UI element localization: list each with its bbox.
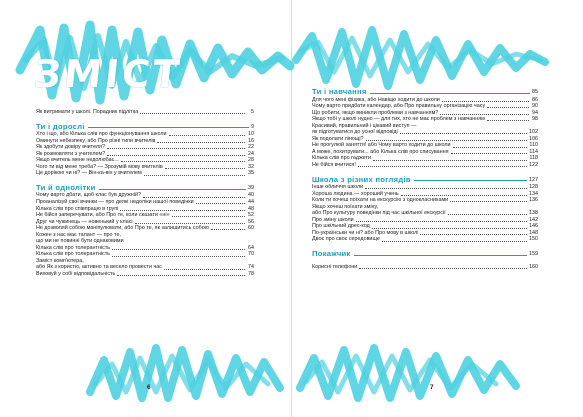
entry-title: Якщо тобі у школі нудно — для тих, хто не має проблем з навчанням (312, 116, 485, 123)
entry-title: По-українськи чи ні? або Про мову в школі (312, 229, 419, 236)
dot-leader (120, 210, 245, 211)
section-title: Ти і дорослі (36, 121, 85, 131)
entry-page: 128 (529, 184, 538, 191)
entry-page: 136 (529, 197, 538, 204)
entry-title: Хто і що, або Кілька слів про функціонування школи (36, 131, 167, 138)
section-heading[interactable] (36, 182, 254, 192)
dot-leader (359, 268, 527, 269)
entry-page: 35 (248, 170, 254, 177)
dot-leader (196, 203, 245, 204)
entry-page: 44 (248, 199, 254, 206)
section-page: 9 (251, 123, 254, 130)
section-heading[interactable] (312, 174, 538, 184)
entry-title: А може, похитрувати... або Кілька слів про списування (312, 148, 449, 155)
dot-leader (401, 195, 527, 196)
entry-title: Що робити, якщо виникли проблеми з навчанням? (312, 109, 439, 116)
dot-leader (157, 142, 245, 143)
dot-leader (358, 166, 527, 167)
dot-leader (372, 228, 527, 229)
entry-title: Кілька слів про гаджети (312, 155, 371, 162)
entry-page: 150 (529, 236, 538, 243)
entry-title: Кілька слів про співпрацю в групі (36, 205, 119, 212)
entry-page: 134 (529, 190, 538, 197)
entry-title: Хороша людина — хороший учень (312, 190, 399, 197)
dot-leader (211, 229, 245, 230)
entry-page: 40 (248, 192, 254, 199)
entry-page: 28 (248, 157, 254, 164)
dot-leader (117, 275, 245, 276)
dot-leader (373, 160, 527, 161)
dot-leader (448, 214, 527, 215)
entry-title: або Як з користю, активно та весело провести час (36, 264, 162, 271)
entry-page: 160 (529, 263, 538, 270)
entry-page: 98 (532, 116, 538, 123)
toc-left-column (36, 109, 254, 278)
entry-page: 118 (529, 155, 538, 162)
entry-title: Кілька слів про толерантність (36, 251, 111, 258)
section-page: 127 (529, 176, 538, 183)
dot-leader (487, 107, 529, 108)
entry-title: Не бійся вчитися! (312, 162, 356, 169)
section-title: Школа з різних поглядів (312, 174, 411, 184)
entry-page: 22 (248, 144, 254, 151)
entry-title: Якщо вчитель мене недолюбає... (36, 157, 119, 164)
entry-page: 24 (248, 150, 254, 157)
entry-title: як підготуватися до усної відповіді (312, 129, 398, 136)
section-heading[interactable] (312, 251, 538, 258)
page-number-right: 7 (430, 384, 434, 391)
entry-page: 5 (251, 109, 254, 115)
entry-page: 106 (529, 135, 538, 142)
entry-title: Про шкільний дрес-код (312, 223, 370, 230)
entry-page: 102 (529, 129, 538, 136)
dot-leader (107, 148, 245, 149)
entry-page: 94 (532, 109, 538, 116)
entry-page: 52 (248, 212, 254, 219)
dot-leader (442, 101, 529, 102)
entry-page: 16 (248, 137, 254, 144)
dot-leader (169, 135, 245, 136)
entry-page: 86 (532, 96, 538, 103)
dot-leader (420, 234, 527, 235)
entry-page: 56 (248, 218, 254, 225)
entry-title: Коли ти хочеш поїхати на екскурсію з однокласниками (312, 197, 449, 204)
entry-page: 78 (248, 271, 254, 278)
dot-leader (112, 249, 245, 250)
entry-title: Для чого мені фізика, або Навіщо ходити до школи (312, 96, 440, 103)
entry-title: Як витримати у школі. Порадник підлітка (36, 109, 139, 115)
section-rule (414, 180, 527, 181)
dot-leader (440, 114, 529, 115)
entry-page: 70 (248, 251, 254, 258)
section-rule (99, 189, 246, 190)
dot-leader (450, 201, 527, 202)
dot-leader (140, 113, 245, 114)
toc-line[interactable]: Красивий, правильний і цікавий виступ — (312, 122, 417, 129)
dot-leader (365, 188, 527, 189)
entry-page: 138 (529, 210, 538, 217)
entry-title: Як розмовляти з учителем? (36, 150, 106, 157)
dot-leader (487, 120, 529, 121)
entry-title: Двоє про своє середовище (312, 236, 380, 243)
entry-title: Друг чи чужинець — новенький у класі (36, 218, 133, 225)
toc-right-column (312, 86, 538, 270)
entry-title: Корисні телефони (312, 263, 358, 270)
dot-leader (382, 241, 527, 242)
entry-page: 148 (529, 229, 538, 236)
section-heading[interactable] (312, 89, 538, 96)
entry-page: 114 (529, 148, 538, 155)
entry-page: 90 (532, 103, 538, 110)
dot-leader (121, 161, 245, 162)
entry-title: Оминути небезпеку, або Про різні типи вчителів (36, 137, 156, 144)
toc-entry[interactable] (312, 264, 538, 271)
section-page: 85 (532, 89, 538, 95)
section-heading[interactable] (36, 121, 254, 131)
entry-title: або Про культуру поведінки під час шкільної екскурсії (312, 210, 446, 217)
section-title: Покажчик (312, 249, 351, 259)
entry-page: 64 (248, 244, 254, 251)
entry-title: Проаналізуй свої вчинки — про деякі недоліки нашої поведінки (36, 199, 194, 206)
dot-leader (107, 155, 245, 156)
entry-page: 122 (529, 162, 538, 169)
toc-line[interactable]: Кожен з нас має талант — про те, (36, 231, 121, 238)
entry-title: Виховуй у собі відповідальність (36, 271, 116, 278)
section-page: 159 (529, 251, 538, 258)
entry-page: 74 (248, 264, 254, 271)
entry-page: 142 (529, 216, 538, 223)
toc-line[interactable]: Якщо хочеш поїхати зміну, (312, 203, 379, 210)
entry-title: Чого ти від мене треба? — Зрозумій мову вчителів (36, 163, 163, 170)
page-number-left: 6 (147, 384, 151, 391)
entry-title: Кілька слів про толерантність (36, 244, 111, 251)
entry-title: Чому варто придбати календар, або Про правильну організацію часу (312, 103, 486, 110)
dot-leader (400, 133, 527, 134)
dot-leader (165, 168, 245, 169)
entry-title: Як здобути довіру вчителя? (36, 144, 105, 151)
toc-entry[interactable] (36, 271, 254, 278)
section-page: 39 (248, 184, 254, 191)
entry-page: 32 (248, 163, 254, 170)
entry-title: Не дозволяй собою маніпулювати, або Про те, як залишитись собою (36, 225, 209, 232)
dot-leader (172, 216, 245, 217)
dot-leader (453, 147, 528, 148)
entry-title: Не бійся заперечувати, або Про те, коли сказати «ні» (36, 212, 170, 219)
section-rule (354, 255, 527, 256)
entry-title: Чому варто дбати, щоб клас був дружній? (36, 192, 141, 199)
entry-page: 48 (248, 205, 254, 212)
page-title: ЗМІСТ (31, 52, 185, 96)
dot-leader (143, 197, 245, 198)
entry-page: 110 (529, 142, 538, 149)
entry-title: Не прогулюй заняття! або Чому варто ходити до школи (312, 142, 451, 149)
section-rule (88, 127, 249, 128)
entry-title: Це дорікою чи ні? — Він-ка-він у вчителем (36, 170, 142, 177)
entry-title: Як подолати лінощі? (312, 135, 364, 142)
entry-page: 146 (529, 223, 538, 230)
toc-line[interactable]: що ми не повинні бути однаковими (36, 238, 124, 245)
toc-line[interactable]: Заміст комп'ютера, (36, 257, 84, 264)
section-title: Ти і навчання (312, 87, 367, 96)
dot-leader (164, 269, 245, 270)
dot-leader (356, 221, 527, 222)
entry-title: Про зміну школи (312, 216, 354, 223)
section-rule (370, 93, 530, 94)
dot-leader (112, 256, 245, 257)
entry-page: 60 (248, 225, 254, 232)
dot-leader (144, 175, 245, 176)
entry-page: 10 (248, 131, 254, 138)
dot-leader (135, 223, 245, 224)
dot-leader (451, 153, 528, 154)
entry-title: Інше обличчя школи (312, 184, 364, 191)
dot-leader (366, 140, 527, 141)
section-title: Ти й однолітки (36, 182, 96, 192)
